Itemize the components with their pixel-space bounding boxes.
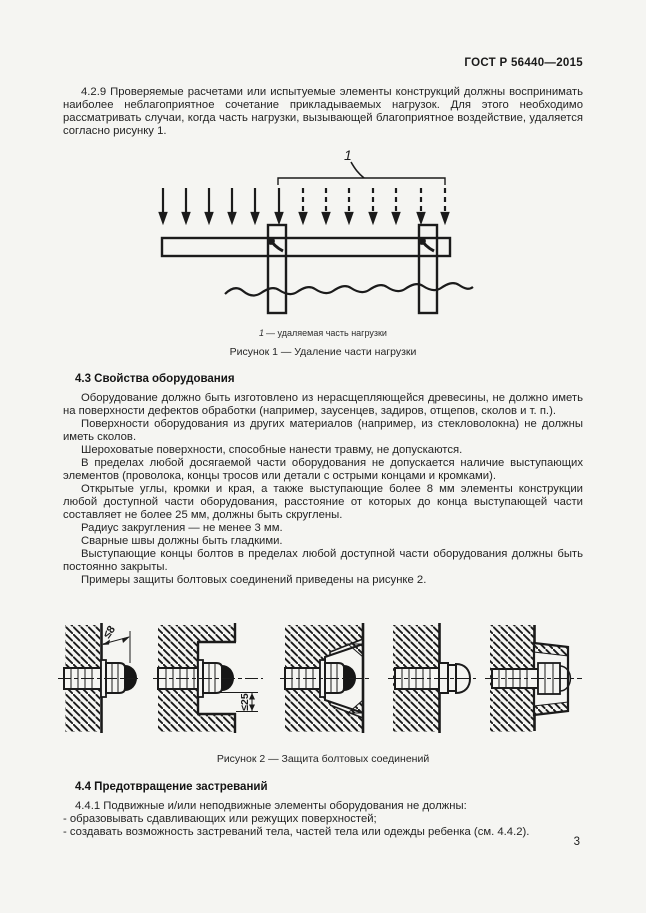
figure-1-callout-label: 1 xyxy=(344,147,352,163)
paragraph: Открытые углы, кромки и края, а также выступающие более 8 мм элементы конструкции любой доступной части оборудования, расстояние от которых до конца выступающей части составляет не более 25 мм, должны быть скруглены. xyxy=(63,483,583,521)
figure-2-drawing xyxy=(58,619,588,737)
dashed-load-arrows xyxy=(300,188,448,222)
legend-item-text: — удаляемая часть нагрузки xyxy=(266,328,387,338)
page-number: 3 xyxy=(573,836,580,848)
paragraph-4-2-9: 4.2.9 Проверяемые расчетами или испытуемые элементы конструкций должны воспринимать наиболее неблагоприятное сочетание прикладываемых нагрузок. Для этого необходимо рассматривать случаи, когда часть нагрузки, вызывающей благоприятное воздействие, удаляется согласно рисунку 1. xyxy=(63,86,583,137)
figure-2-caption: Рисунок 2 — Защита болтовых соединений xyxy=(216,753,430,765)
document-code-header: ГОСТ Р 56440—2015 xyxy=(464,57,583,69)
ground-line xyxy=(225,283,473,295)
paragraph: В пределах любой досягаемой части оборудования не допускается наличие выступающих элементов (проволока, концы тросов или детали с острыми концами и кромками). xyxy=(63,457,583,482)
paragraph: Радиус закругления — не менее 3 мм. xyxy=(81,522,283,534)
list-item: - создавать возможность застреваний тела, частей тела или одежды ребенка (см. 4.4.2). xyxy=(63,826,530,838)
paragraph: Поверхности оборудования из других материалов (например, из стекловолокна) не должны иметь сколов. xyxy=(63,418,583,443)
figure-1-drawing xyxy=(130,141,550,321)
legend-item-number: 1 xyxy=(259,328,265,338)
page-content xyxy=(63,86,583,839)
dimension-label-25mm: ≤25 xyxy=(239,693,251,711)
section-heading-4-4: 4.4 Предотвращение застреваний xyxy=(75,781,268,793)
figure-1 xyxy=(63,141,583,321)
bolt-protection-example-5 xyxy=(485,625,582,732)
paragraph: Шероховатые поверхности, способные нанести травму, не допускаются. xyxy=(81,444,463,456)
bolt-protection-example-2 xyxy=(153,623,263,733)
paragraph: Выступающие концы болтов в пределах любой доступной части оборудования должны быть постоянно закрыты. xyxy=(63,548,583,573)
paragraph: Сварные швы должны быть гладкими. xyxy=(81,535,283,547)
paragraph-4-4-1: 4.4.1 Подвижные и/или неподвижные элементы оборудования не должны: xyxy=(75,800,467,812)
list-item: - образовывать сдавливающих или режущих поверхностей; xyxy=(63,813,377,825)
removed-load-bracket xyxy=(278,178,445,185)
dimension-label-8mm: ≤8 xyxy=(101,623,118,641)
bolt-protection-example-4 xyxy=(388,623,476,733)
paragraph: Оборудование должно быть изготовлено из нерасщепляющейся древесины, не должно иметь на поверхности дефектов обработки (например, заусенцев, задиров, отщепов, сколов и т. п.). xyxy=(63,392,583,417)
section-heading-4-3: 4.3 Свойства оборудования xyxy=(75,373,235,385)
beam xyxy=(162,238,450,256)
paragraph: Примеры защиты болтовых соединений приведены на рисунке 2. xyxy=(81,574,427,586)
figure-2 xyxy=(63,619,583,737)
bolt-protection-example-3 xyxy=(280,623,370,733)
weld-marks xyxy=(269,238,434,251)
figure-1-caption: Рисунок 1 — Удаление части нагрузки xyxy=(229,346,417,358)
figure-1-legend xyxy=(63,328,583,338)
solid-load-arrows xyxy=(160,188,282,222)
bolt-protection-example-1 xyxy=(58,623,138,733)
callout-leader-line xyxy=(351,162,364,178)
